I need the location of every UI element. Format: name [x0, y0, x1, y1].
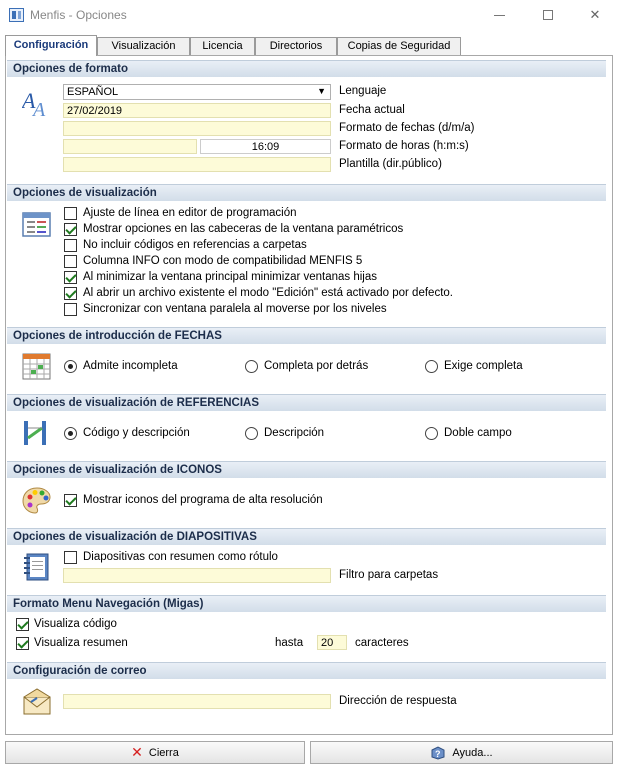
date-mode-radio-incomplete[interactable]: [64, 360, 77, 373]
template-label: Plantilla (dir.público): [339, 158, 442, 170]
slides-summary-checkbox[interactable]: [64, 551, 77, 564]
breadcrumb-menu-header: Formato Menu Navegación (Migas): [7, 595, 606, 612]
help-icon: [430, 746, 446, 760]
time-format-label: Formato de horas (h:m:s): [339, 140, 469, 152]
hires-icons-label: Mostrar iconos del programa de alta resolución: [83, 494, 323, 506]
palette-icon: [22, 486, 52, 516]
reference-mode-label: Código y descripción: [83, 427, 190, 439]
title-bar: [0, 0, 618, 31]
language-label: Lenguaje: [339, 85, 387, 97]
time-format-input[interactable]: [63, 139, 197, 154]
reference-mode-radio-code-desc[interactable]: [64, 427, 77, 440]
tab-directorios[interactable]: Directorios: [255, 37, 337, 55]
minimize-icon: [494, 15, 505, 16]
help-button[interactable]: [310, 741, 613, 764]
close-window-button[interactable]: [580, 4, 610, 26]
display-header: Opciones de visualización: [7, 184, 606, 201]
format-header: Opciones de formato: [7, 60, 606, 77]
date-format-input[interactable]: [63, 121, 331, 136]
reference-mode-label: Descripción: [264, 427, 325, 439]
maximize-button[interactable]: [533, 4, 563, 26]
template-input[interactable]: [63, 157, 331, 172]
reply-address-input[interactable]: [63, 694, 331, 709]
display-option-checkbox[interactable]: [64, 303, 77, 316]
envelope-icon: [22, 688, 52, 716]
date-mode-label: Exige completa: [444, 360, 523, 372]
slides-header: Opciones de visualización de DIAPOSITIVAS: [7, 528, 606, 545]
display-option-label: Columna INFO con modo de compatibilidad MENFIS 5: [83, 255, 363, 267]
tab-bar: [5, 35, 613, 55]
svg-text:A: A: [22, 88, 36, 113]
time-preview: 16:09: [200, 139, 331, 154]
svg-text:?: ?: [435, 748, 441, 759]
date-label: Fecha actual: [339, 104, 405, 116]
show-code-label: Visualiza código: [34, 618, 117, 630]
close-button-label: Cierra: [148, 746, 179, 759]
tab-copias-seguridad[interactable]: Copias de Seguridad: [337, 37, 461, 55]
display-option-checkbox[interactable]: [64, 207, 77, 220]
display-option-checkbox[interactable]: [64, 271, 77, 284]
svg-text:A: A: [33, 99, 46, 118]
window-title: Menfis - Opciones: [30, 8, 127, 22]
folder-filter-label: Filtro para carpetas: [339, 569, 439, 581]
language-value: ESPAÑOL: [67, 86, 119, 98]
references-icon: [22, 418, 52, 448]
date-mode-radio-complete[interactable]: [425, 360, 438, 373]
close-icon: ✕: [589, 7, 601, 22]
chars-label: caracteres: [355, 637, 409, 649]
display-option-checkbox[interactable]: [64, 255, 77, 268]
reply-address-label: Dirección de respuesta: [339, 695, 457, 707]
display-option-label: Al abrir un archivo existente el modo "Edición" está activado por defecto.: [83, 287, 453, 299]
close-button[interactable]: [5, 741, 305, 764]
show-summary-label: Visualiza resumen: [34, 637, 128, 649]
display-option-checkbox[interactable]: [64, 223, 77, 236]
display-option-label: Sincronizar con ventana paralela al moverse por los niveles: [83, 303, 387, 315]
display-option-label: No incluir códigos en referencias a carpetas: [83, 239, 307, 251]
window-list-icon: [22, 211, 52, 239]
hires-icons-checkbox[interactable]: [64, 494, 77, 507]
show-code-checkbox[interactable]: [16, 618, 29, 631]
reference-mode-radio-desc[interactable]: [245, 427, 258, 440]
minimize-button[interactable]: [484, 4, 514, 26]
date-mode-radio-back[interactable]: [245, 360, 258, 373]
tab-licencia[interactable]: Licencia: [190, 37, 255, 55]
display-option-label: Mostrar opciones en las cabeceras de la ventana paramétricos: [83, 223, 404, 235]
close-x-icon: ✕: [131, 744, 143, 760]
references-header: Opciones de visualización de REFERENCIAS: [7, 394, 606, 411]
reference-mode-radio-double[interactable]: [425, 427, 438, 440]
display-option-checkbox[interactable]: [64, 287, 77, 300]
date-mode-label: Completa por detrás: [264, 360, 369, 372]
date-input[interactable]: 27/02/2019: [63, 103, 331, 118]
help-button-label: Ayuda...: [452, 746, 493, 759]
maximize-icon: [543, 10, 553, 20]
folder-filter-input[interactable]: [63, 568, 331, 583]
tab-visualizacion[interactable]: Visualización: [97, 37, 190, 55]
icons-header: Opciones de visualización de ICONOS: [7, 461, 606, 478]
slides-summary-label: Diapositivas con resumen como rótulo: [83, 551, 278, 563]
show-summary-checkbox[interactable]: [16, 637, 29, 650]
until-label: hasta: [275, 637, 304, 649]
display-option-checkbox[interactable]: [64, 239, 77, 252]
calendar-icon: [22, 351, 52, 381]
display-option-label: Al minimizar la ventana principal minimizar ventanas hijas: [83, 271, 378, 283]
language-select[interactable]: [63, 84, 331, 100]
display-option-label: Ajuste de línea en editor de programación: [83, 207, 297, 219]
reference-mode-label: Doble campo: [444, 427, 512, 439]
font-icon: [22, 86, 52, 118]
notebook-icon: [22, 552, 52, 582]
chars-input[interactable]: 20: [317, 635, 347, 650]
app-icon: [9, 8, 24, 22]
dates-header: Opciones de introducción de FECHAS: [7, 327, 606, 344]
chevron-down-icon: ▼: [317, 86, 326, 96]
date-format-label: Formato de fechas (d/m/a): [339, 122, 475, 134]
date-mode-label: Admite incompleta: [83, 360, 178, 372]
mail-header: Configuración de correo: [7, 662, 606, 679]
tab-configuracion[interactable]: Configuración: [5, 35, 97, 56]
